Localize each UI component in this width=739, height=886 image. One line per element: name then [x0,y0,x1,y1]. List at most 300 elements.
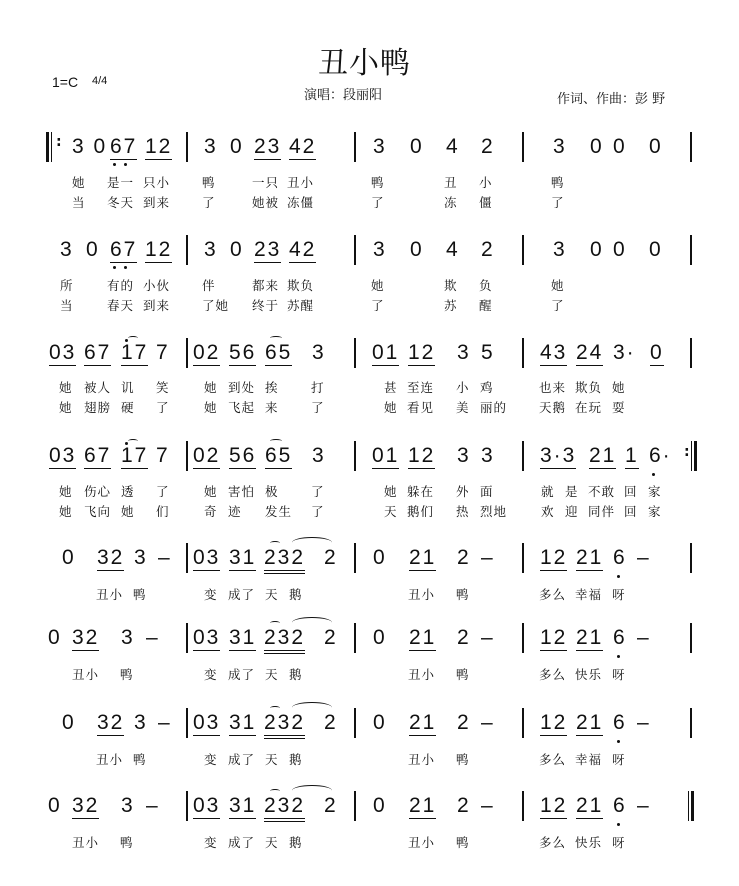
lyric: 了 [551,195,565,210]
lyric: 回 [624,484,638,499]
note: 3 [134,711,148,734]
lyric: 鸭 [551,175,565,190]
note: 6 [613,546,627,569]
note-group: 02 [193,341,221,364]
score-system-7 [0,705,739,785]
lyric: 了 [371,298,385,313]
lyric: 挨 [265,380,279,395]
lyric: 她 [59,504,73,519]
note: 0 [410,135,424,158]
lyric: 了 [371,195,385,210]
composer-credit: 作词、作曲：彭 野 [557,92,666,107]
note-group: 01 [372,444,400,467]
lyric: 飞起 [228,400,256,415]
lyric: 丑小 [408,587,436,602]
note: 0 [373,794,387,817]
note-group: 21 [409,794,437,817]
lyric: 成了 [228,587,256,602]
note: 2 [457,711,471,734]
singer-credit: 演唱：段丽阳 [304,88,383,103]
lyric: 鸭 [120,835,134,850]
note: 6 [613,794,627,817]
note: 2 [481,135,495,158]
note-group: 21 [409,711,437,734]
lyric: 害怕 [228,484,256,499]
note-group: 232 [264,626,305,654]
slur-mark [128,336,138,340]
slur-mark [270,336,282,340]
lyric: 幸福 [575,587,603,602]
lyric: 负 [479,278,493,293]
barline [354,441,356,471]
lyric: 醒 [479,298,493,313]
lyric: 飞向 [84,504,112,519]
key-signature: 1=C [52,74,79,90]
note-group: 67 [84,341,112,364]
lyric: 极 [265,484,279,499]
low-octave-dot [652,473,655,476]
lyric: 她 [59,380,73,395]
lyric: 了 [156,484,170,499]
score-system-6 [0,620,739,700]
lyric: 鸭 [456,835,470,850]
lyric: 她 [59,400,73,415]
note-group: 24 [576,341,604,364]
barline [186,623,188,653]
lyric: 美 [456,400,470,415]
note-group: 03 [193,711,221,734]
barline [522,543,524,573]
lyric: 小 [479,175,493,190]
note: 0 [613,135,627,158]
lyric: 变 [204,835,218,850]
lyric: 伤心 [84,484,112,499]
lyric: 她 [551,278,565,293]
note: 3 [121,794,135,817]
lyric: 天鹅 [539,400,567,415]
lyric: 丑小 [72,667,100,682]
note: – [637,794,651,817]
barline [522,708,524,738]
note: 6 [613,626,627,649]
note-group: 32 [72,794,100,817]
note: – [146,794,160,817]
lyric: 们 [156,504,170,519]
lyric: 成了 [228,752,256,767]
lyric: 苏 [444,298,458,313]
lyric: 鸭 [120,667,134,682]
barline [186,441,188,471]
lyric: 她 [384,484,398,499]
note: 3 [204,238,218,261]
lyric: 小 [456,380,470,395]
note: 3 [312,341,326,364]
score-system-1 [0,130,739,230]
lyric: 就 [541,484,555,499]
note: 3 [312,444,326,467]
score-system-4 [0,438,739,538]
lyric: 鹅 [289,752,303,767]
lyric: 讥 [121,380,135,395]
lyric: 欺负 [287,278,315,293]
note-group: 12 [145,238,173,261]
low-octave-dot [124,266,127,269]
repeat-start-barline [46,132,49,162]
barline [690,543,692,573]
lyric: 在玩 [575,400,603,415]
note-group: 32 [72,626,100,649]
note-group: 03 [193,794,221,817]
note-group: 43 [540,341,568,364]
note: 3 [121,626,135,649]
barline [522,623,524,653]
note-group: 21 [589,444,617,467]
note: 3· [613,341,636,364]
note-group: 42 [289,135,317,158]
note-group: 21 [576,711,604,734]
note: 7 [156,444,170,467]
note: – [158,546,172,569]
note: 2 [324,794,338,817]
note: 3 [204,135,218,158]
lyric: 鸭 [202,175,216,190]
barline [522,441,524,471]
barline [522,791,524,821]
note-group: 23 [254,135,282,158]
lyric: 有的 [107,278,135,293]
barline [186,708,188,738]
lyric: 鹅 [289,835,303,850]
lyric: 欢 [541,504,555,519]
note: 3 [553,135,567,158]
barline [186,543,188,573]
note: 0 [48,794,62,817]
lyric: 多么 [539,835,567,850]
note-group: 56 [229,341,257,364]
lyric: 快乐 [575,835,603,850]
note-group: 31 [229,794,257,817]
barline [354,132,356,162]
lyric: 到来 [143,298,171,313]
barline [690,235,692,265]
note: 7 [156,341,170,364]
note-group: 42 [289,238,317,261]
barline [522,132,524,162]
note: – [481,794,495,817]
note: – [481,626,495,649]
note: 2 [324,546,338,569]
lyric: 多么 [539,752,567,767]
note-group: 21 [576,794,604,817]
lyric: 了 [156,400,170,415]
note-group: 03 [49,341,77,364]
lyric: 欺负 [575,380,603,395]
note: 0 [613,238,627,261]
note-group: 31 [229,711,257,734]
barline [690,623,692,653]
lyric: 同伴 [588,504,616,519]
lyric: 变 [204,752,218,767]
low-octave-dot [124,163,127,166]
note: 4 [446,238,460,261]
note-group: 17 [121,444,149,467]
note-group: 03 [49,444,77,467]
lyric: 变 [204,667,218,682]
note: 1 [625,444,639,467]
lyric: 到来 [143,195,171,210]
lyric: 她 [204,400,218,415]
note: 3 [373,238,387,261]
lyric: 成了 [228,667,256,682]
lyric: 丑小 [96,587,124,602]
note-group: 67 [110,238,138,261]
barline [354,623,356,653]
note: – [637,711,651,734]
note-group: 17 [121,341,149,364]
lyric: 迎 [565,504,579,519]
lyric: 翅膀 [84,400,112,415]
lyric: 天 [265,835,279,850]
lyric: 打 [311,380,325,395]
lyric: 丑 [444,175,458,190]
lyric: 成了 [228,835,256,850]
lyric: 她 [204,380,218,395]
note: 4 [446,135,460,158]
lyric: 多么 [539,667,567,682]
lyric: 到处 [228,380,256,395]
note-group: 232 [264,546,305,574]
lyric: 透 [121,484,135,499]
lyric: 面 [480,484,494,499]
barline [690,132,692,162]
lyric: 鹅 [289,667,303,682]
note: 0 [62,711,76,734]
lyric: 烈地 [480,504,508,519]
note: – [637,626,651,649]
note: 3 [373,135,387,158]
lyric: 丑小 [72,835,100,850]
score-system-2 [0,233,739,333]
note: 2 [457,794,471,817]
lyric: 冬天 [107,195,135,210]
slur-mark [270,706,280,710]
repeat-end-barline [694,441,697,471]
note-group: 12 [540,546,568,569]
note-group: 21 [576,546,604,569]
lyric: 欺 [444,278,458,293]
note-group: 32 [97,546,125,569]
lyric: 天 [265,587,279,602]
lyric: 鸭 [456,587,470,602]
lyric: 丽的 [480,400,508,415]
lyric: 外 [456,484,470,499]
note: 0 [410,238,424,261]
note-group: 3·3 [540,444,577,467]
lyric: 鸭 [456,667,470,682]
lyric: 笑 [156,380,170,395]
score-system-5 [0,540,739,620]
note: 2 [457,626,471,649]
note-group: 65 [265,444,293,467]
repeat-dots: : [56,134,62,150]
note-group: 21 [409,546,437,569]
note-group: 01 [372,341,400,364]
lyric: 伴 [202,278,216,293]
note: – [481,711,495,734]
note-group: 31 [229,626,257,649]
lyric: 了 [551,298,565,313]
note: – [158,711,172,734]
lyric: 热 [456,504,470,519]
note-group: 03 [193,546,221,569]
lyric: 甚 [384,380,398,395]
slur-mark [128,439,138,443]
lyric: 她 [371,278,385,293]
note: 0 [230,238,244,261]
lyric: 一只 [252,175,280,190]
slur-mark [270,621,280,625]
lyric: 苏醒 [287,298,315,313]
lyric: 丑小 [408,835,436,850]
lyric: 冻僵 [287,195,315,210]
slur-mark [270,439,282,443]
note-group: 12 [408,444,436,467]
note: 0 [373,626,387,649]
lyric: 都来 [252,278,280,293]
note-group: 32 [97,711,125,734]
lyric: 冻 [444,195,458,210]
note-group: 12 [408,341,436,364]
lyric: 回 [624,504,638,519]
lyric: 了她 [202,298,230,313]
repeat-dots: : [684,444,690,460]
barline [186,132,188,162]
lyric: 了 [311,504,325,519]
lyric: 小伙 [143,278,171,293]
note: 3 [457,444,471,467]
note: 6· [649,444,672,467]
lyric: 丑小 [287,175,315,190]
low-octave-dot [617,575,620,578]
lyric: 耍 [612,400,626,415]
lyric: 变 [204,587,218,602]
lyric: 呀 [612,667,626,682]
note: 0 [650,341,664,364]
note-group: 21 [409,626,437,649]
note: 2 [457,546,471,569]
lyric: 终于 [252,298,280,313]
note-group: 67 [110,135,138,158]
time-signature: 4/4 [92,75,108,87]
barline [354,235,356,265]
lyric: 鸡 [480,380,494,395]
lyric: 看见 [407,400,435,415]
song-title: 丑小鸭 [318,46,411,81]
note-group: 3 0 [72,135,108,158]
barline [522,235,524,265]
barline [690,338,692,368]
note: 0 [649,238,663,261]
note: – [637,546,651,569]
lyric: 天 [265,752,279,767]
lyric: 幸福 [575,752,603,767]
note-group: 03 [193,626,221,649]
note: – [146,626,160,649]
note-group: 232 [264,711,305,739]
lyric: 她 [72,175,86,190]
lyric: 丑小 [96,752,124,767]
note: 2 [481,238,495,261]
lyric: 春天 [107,298,135,313]
barline [690,708,692,738]
note: 5 [481,341,495,364]
lyric: 来 [265,400,279,415]
lyric: 当 [72,195,86,210]
lyric: 鹅 [289,587,303,602]
lyric: 当 [60,298,74,313]
note: 2 [324,711,338,734]
low-octave-dot [113,163,116,166]
lyric: 是 [565,484,579,499]
lyric: 呀 [612,587,626,602]
lyric: 天 [384,504,398,519]
lyric: 是一 [107,175,135,190]
note: 2 [324,626,338,649]
final-thin-line [688,791,689,821]
note: 0 [373,546,387,569]
score-system-3 [0,335,739,435]
lyric: 了 [311,400,325,415]
lyric: 多么 [539,587,567,602]
barline [522,338,524,368]
lyric: 鸭 [133,587,147,602]
note: 0 [62,546,76,569]
note: 3 [60,238,74,261]
note-group: 31 [229,546,257,569]
note: 3 [481,444,495,467]
lyric: 她被 [252,195,280,210]
lyric: 硬 [121,400,135,415]
barline [354,543,356,573]
lyric: 她 [612,380,626,395]
lyric: 她 [121,504,135,519]
note: 0 [48,626,62,649]
lyric: 她 [384,400,398,415]
note-group: 232 [264,794,305,822]
lyric: 家 [648,484,662,499]
note-group: 67 [84,444,112,467]
low-octave-dot [617,823,620,826]
lyric: 鸭 [133,752,147,767]
lyric: 丑小 [408,667,436,682]
lyric: 所 [60,278,74,293]
lyric: 只小 [143,175,171,190]
note: 6 [613,711,627,734]
lyric: 她 [204,484,218,499]
lyric: 鹅们 [407,504,435,519]
note: 0 [590,238,604,261]
note: 0 [649,135,663,158]
slur-mark [270,541,280,545]
lyric: 丑小 [408,752,436,767]
low-octave-dot [617,655,620,658]
barline [354,791,356,821]
note-group: 23 [254,238,282,261]
barline [186,338,188,368]
note-group: 02 [193,444,221,467]
lyric: 她 [59,484,73,499]
score-system-8 [0,788,739,868]
